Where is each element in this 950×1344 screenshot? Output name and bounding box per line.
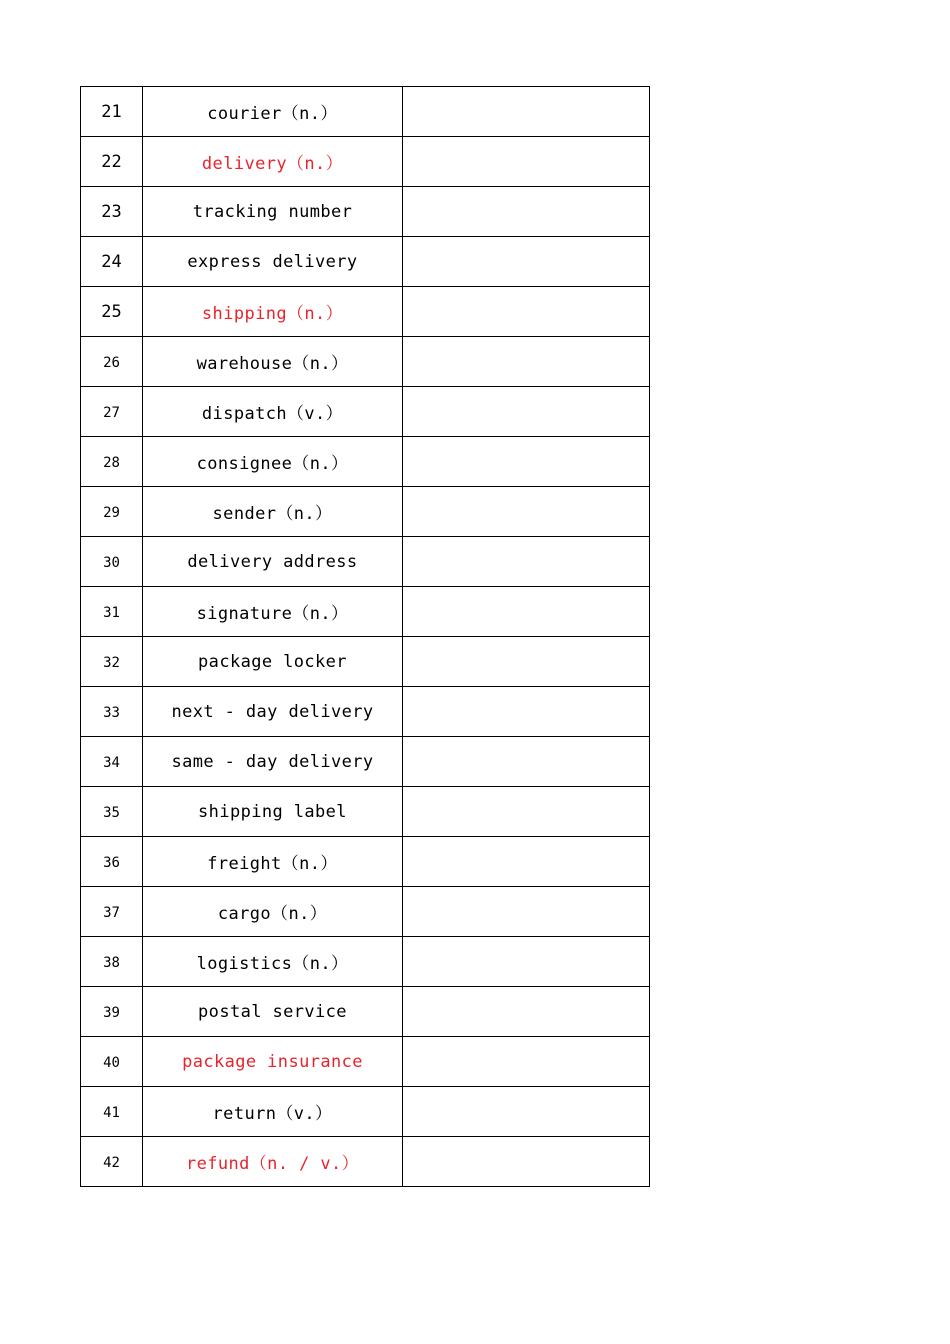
table-row xyxy=(81,687,650,737)
row-number: 36 xyxy=(103,855,120,871)
row-number-cell xyxy=(81,837,143,887)
term-text: delivery address xyxy=(187,551,358,572)
row-number-cell xyxy=(81,937,143,987)
row-number-cell xyxy=(81,187,143,237)
row-number: 26 xyxy=(103,355,120,371)
term-text: cargo（n.） xyxy=(217,904,328,924)
row-number: 22 xyxy=(101,151,122,172)
term-cell xyxy=(143,487,403,537)
term-text: postal service xyxy=(198,1001,347,1022)
answer-cell[interactable] xyxy=(403,537,650,587)
term-text: package insurance xyxy=(182,1051,363,1072)
table-row xyxy=(81,1037,650,1087)
term-text: refund（n. / v.） xyxy=(185,1154,360,1174)
answer-cell[interactable] xyxy=(403,1037,650,1087)
row-number: 37 xyxy=(103,905,120,921)
table-row xyxy=(81,1087,650,1137)
row-number: 25 xyxy=(101,301,122,322)
term-cell xyxy=(143,87,403,137)
term-text: delivery（n.） xyxy=(201,154,344,174)
row-number: 23 xyxy=(101,201,122,222)
answer-cell[interactable] xyxy=(403,387,650,437)
row-number-cell xyxy=(81,1137,143,1187)
term-cell xyxy=(143,1037,403,1087)
term-cell xyxy=(143,637,403,687)
term-cell xyxy=(143,187,403,237)
table-row xyxy=(81,737,650,787)
table-row xyxy=(81,537,650,587)
answer-cell[interactable] xyxy=(403,237,650,287)
table-row xyxy=(81,1137,650,1187)
term-cell xyxy=(143,1137,403,1187)
row-number: 38 xyxy=(103,955,120,971)
row-number-cell xyxy=(81,737,143,787)
row-number-cell xyxy=(81,1037,143,1087)
table-row xyxy=(81,237,650,287)
row-number: 42 xyxy=(103,1155,120,1171)
term-cell xyxy=(143,987,403,1037)
term-text: shipping label xyxy=(198,801,347,822)
answer-cell[interactable] xyxy=(403,187,650,237)
term-text: dispatch（v.） xyxy=(201,404,344,424)
table-row xyxy=(81,337,650,387)
row-number-cell xyxy=(81,787,143,837)
answer-cell[interactable] xyxy=(403,737,650,787)
row-number-cell xyxy=(81,887,143,937)
row-number: 39 xyxy=(103,1005,120,1021)
vocabulary-sheet xyxy=(80,86,648,1187)
table-row xyxy=(81,287,650,337)
row-number: 40 xyxy=(103,1055,120,1071)
term-cell xyxy=(143,337,403,387)
row-number: 35 xyxy=(103,805,120,821)
term-cell xyxy=(143,387,403,437)
row-number-cell xyxy=(81,437,143,487)
row-number: 27 xyxy=(103,405,120,421)
table-row xyxy=(81,637,650,687)
term-cell xyxy=(143,287,403,337)
answer-cell[interactable] xyxy=(403,487,650,537)
term-text: same - day delivery xyxy=(171,751,374,772)
table-row xyxy=(81,837,650,887)
row-number-cell xyxy=(81,537,143,587)
answer-cell[interactable] xyxy=(403,837,650,887)
vocabulary-table-body xyxy=(81,87,650,1187)
table-row xyxy=(81,87,650,137)
answer-cell[interactable] xyxy=(403,637,650,687)
term-text: tracking number xyxy=(192,201,353,222)
table-row xyxy=(81,187,650,237)
row-number-cell xyxy=(81,1087,143,1137)
answer-cell[interactable] xyxy=(403,1137,650,1187)
row-number: 24 xyxy=(101,251,122,272)
answer-cell[interactable] xyxy=(403,987,650,1037)
row-number-cell xyxy=(81,637,143,687)
row-number-cell xyxy=(81,987,143,1037)
answer-cell[interactable] xyxy=(403,87,650,137)
row-number-cell xyxy=(81,487,143,537)
term-text: warehouse（n.） xyxy=(196,354,349,374)
answer-cell[interactable] xyxy=(403,137,650,187)
term-text: signature（n.） xyxy=(196,604,349,624)
term-cell xyxy=(143,237,403,287)
answer-cell[interactable] xyxy=(403,937,650,987)
term-cell xyxy=(143,537,403,587)
term-cell xyxy=(143,737,403,787)
row-number: 41 xyxy=(103,1105,120,1121)
term-text: return（v.） xyxy=(212,1104,333,1124)
term-text: freight（n.） xyxy=(207,854,338,874)
row-number-cell xyxy=(81,137,143,187)
row-number-cell xyxy=(81,687,143,737)
vocabulary-table xyxy=(80,86,650,1187)
term-cell xyxy=(143,437,403,487)
answer-cell[interactable] xyxy=(403,337,650,387)
answer-cell[interactable] xyxy=(403,787,650,837)
term-cell xyxy=(143,787,403,837)
term-cell xyxy=(143,887,403,937)
term-text: sender（n.） xyxy=(212,504,333,524)
row-number-cell xyxy=(81,387,143,437)
table-row xyxy=(81,437,650,487)
row-number: 29 xyxy=(103,505,120,521)
row-number: 21 xyxy=(101,101,122,122)
table-row xyxy=(81,137,650,187)
term-text: logistics（n.） xyxy=(196,954,349,974)
term-text: courier（n.） xyxy=(207,104,338,124)
table-row xyxy=(81,487,650,537)
answer-cell[interactable] xyxy=(403,887,650,937)
row-number-cell xyxy=(81,237,143,287)
term-cell xyxy=(143,137,403,187)
term-text: next - day delivery xyxy=(171,701,374,722)
row-number: 32 xyxy=(103,655,120,671)
answer-cell[interactable] xyxy=(403,687,650,737)
row-number: 33 xyxy=(103,705,120,721)
row-number: 31 xyxy=(103,605,120,621)
term-cell xyxy=(143,937,403,987)
answer-cell[interactable] xyxy=(403,1087,650,1137)
term-cell xyxy=(143,687,403,737)
row-number: 28 xyxy=(103,455,120,471)
row-number: 30 xyxy=(103,555,120,571)
row-number-cell xyxy=(81,337,143,387)
table-row xyxy=(81,387,650,437)
answer-cell[interactable] xyxy=(403,437,650,487)
term-cell xyxy=(143,1087,403,1137)
row-number: 34 xyxy=(103,755,120,771)
table-row xyxy=(81,987,650,1037)
term-text: shipping（n.） xyxy=(201,304,344,324)
table-row xyxy=(81,587,650,637)
table-row xyxy=(81,937,650,987)
row-number-cell xyxy=(81,287,143,337)
term-text: package locker xyxy=(198,651,347,672)
term-cell xyxy=(143,587,403,637)
term-cell xyxy=(143,837,403,887)
row-number-cell xyxy=(81,587,143,637)
answer-cell[interactable] xyxy=(403,287,650,337)
table-row xyxy=(81,787,650,837)
term-text: express delivery xyxy=(187,251,358,272)
term-text: consignee（n.） xyxy=(196,454,349,474)
row-number-cell xyxy=(81,87,143,137)
table-row xyxy=(81,887,650,937)
answer-cell[interactable] xyxy=(403,587,650,637)
